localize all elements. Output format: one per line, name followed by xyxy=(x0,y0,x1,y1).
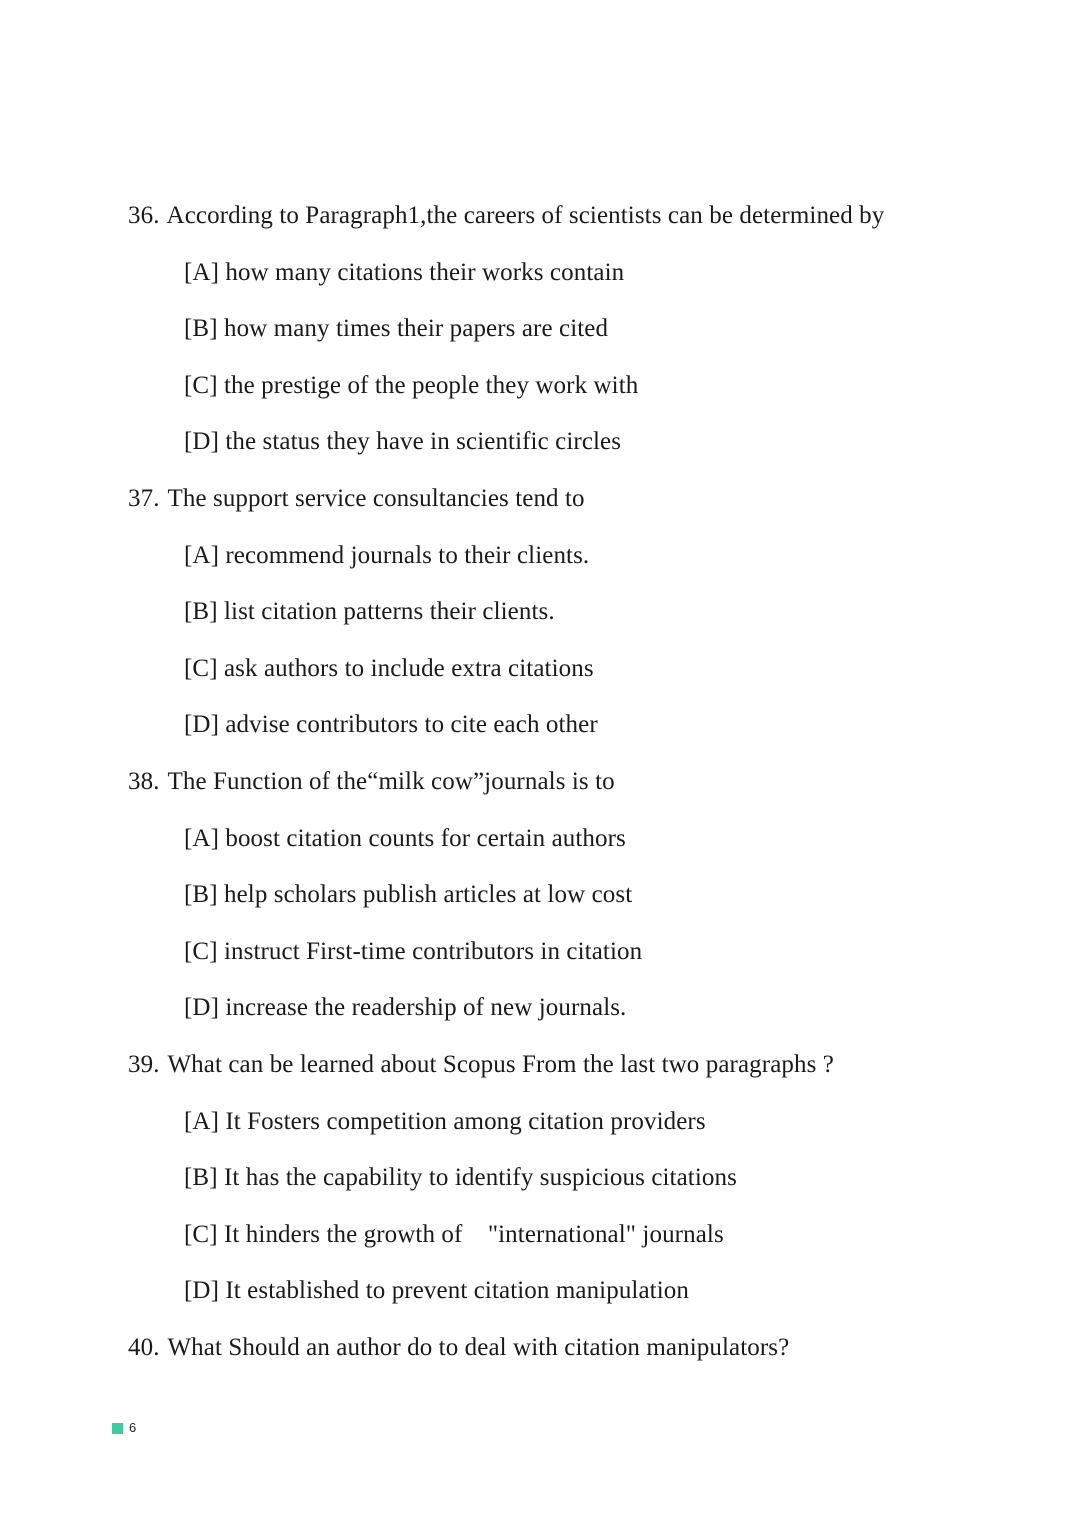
question-38-option-b: [B] help scholars publish articles at low cost xyxy=(184,881,633,909)
question-37-option-b: [B] list citation patterns their clients. xyxy=(184,598,555,626)
question-37-option-a: [A] recommend journals to their clients. xyxy=(184,541,590,569)
question-text: What Should an author do to deal with citation manipulators? xyxy=(167,1333,790,1361)
page-footer xyxy=(112,1420,136,1436)
page-number: 6 xyxy=(129,1420,137,1435)
page-marker-square-icon xyxy=(112,1423,123,1434)
question-36-option-a: [A] how many citations their works contain xyxy=(184,258,625,286)
question-38-option-a: [A] boost citation counts for certain authors xyxy=(184,824,626,852)
question-text: The Function of the“milk cow”journals is to xyxy=(167,767,615,795)
question-text: The support service consultancies tend to xyxy=(167,484,585,512)
question-36-option-d: [D] the status they have in scientific circles xyxy=(184,428,622,456)
question-36-option-c: [C] the prestige of the people they work with xyxy=(184,371,639,399)
question-list xyxy=(128,196,1028,1384)
question-number: 39. xyxy=(128,1050,160,1078)
question-number: 36. xyxy=(128,202,160,229)
question-39-option-d: [D] It established to prevent citation manipulation xyxy=(184,1277,689,1305)
question-number: 38. xyxy=(128,767,160,795)
question-39-option-b: [B] It has the capability to identify suspicious citations xyxy=(184,1164,737,1192)
question-number: 40. xyxy=(128,1333,160,1361)
question-39-option-c: [C] It hinders the growth of "international" journals xyxy=(184,1220,724,1248)
question-37-stem xyxy=(128,479,1028,536)
question-39-stem xyxy=(128,1045,1028,1102)
question-36-stem xyxy=(128,196,1028,253)
question-36-option-b: [B] how many times their papers are cited xyxy=(184,315,609,343)
question-38-stem xyxy=(128,762,1028,819)
question-37-option-d: [D] advise contributors to cite each other xyxy=(184,711,598,739)
question-39-option-a: [A] It Fosters competition among citation providers xyxy=(184,1107,706,1135)
question-40-stem xyxy=(128,1328,1028,1385)
question-text: What can be learned about Scopus From the last two paragraphs ? xyxy=(167,1050,834,1078)
question-37-option-c: [C] ask authors to include extra citations xyxy=(184,654,594,682)
question-38-option-d: [D] increase the readership of new journals. xyxy=(184,994,627,1022)
question-number: 37. xyxy=(128,484,160,512)
question-text: According to Paragraph1,the careers of scientists can be determined by xyxy=(166,202,885,229)
question-38-option-c: [C] instruct First-time contributors in citation xyxy=(184,937,643,965)
